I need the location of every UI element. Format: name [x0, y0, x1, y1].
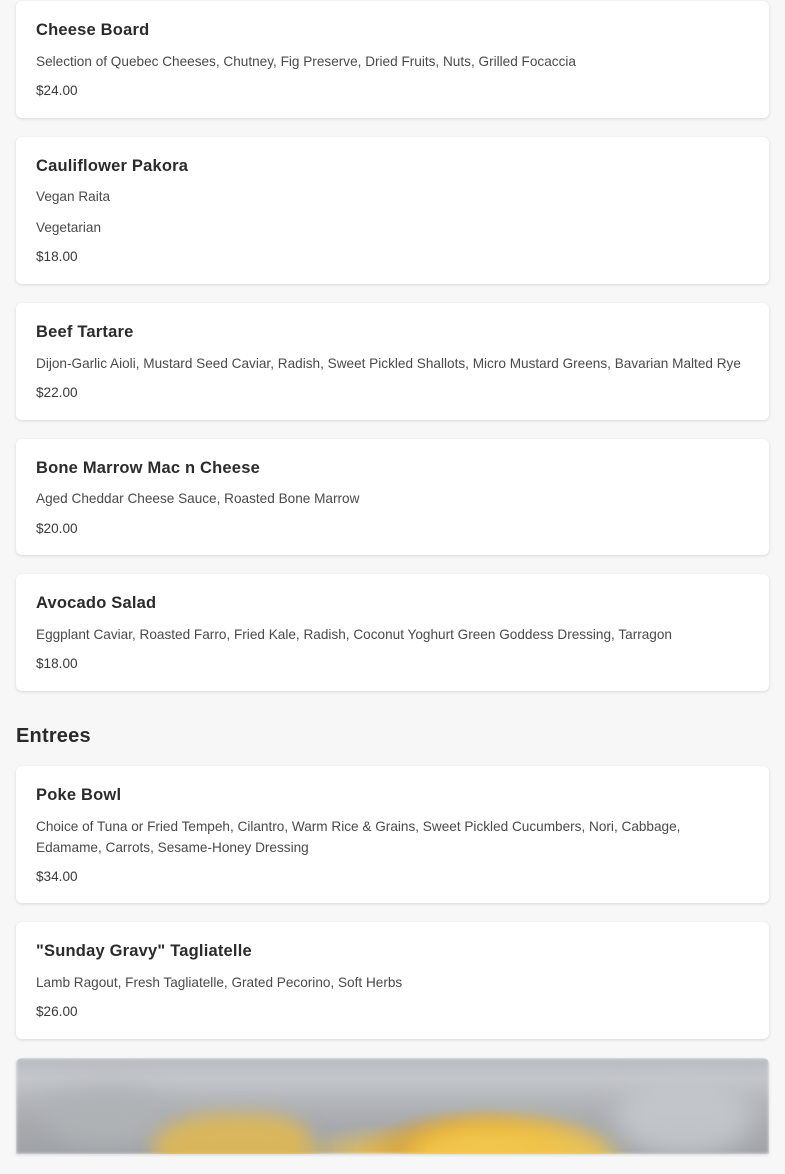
- menu-item-name: Poke Bowl: [36, 785, 122, 804]
- section-heading-entrees: Entrees: [16, 724, 91, 747]
- menu-items-entrees: [0, 766, 785, 1039]
- menu-item-price: $24.00: [36, 82, 78, 98]
- menu-item-card[interactable]: [16, 574, 769, 691]
- menu-item-price: $34.00: [36, 868, 78, 884]
- menu-item-description: Vegan Raita: [36, 189, 111, 205]
- menu-item-price: $18.00: [36, 249, 78, 265]
- menu-item-price: $26.00: [36, 1004, 78, 1020]
- menu-item-card[interactable]: [16, 439, 769, 556]
- menu-item-name: Cauliflower Pakora: [36, 156, 189, 175]
- menu-item-card[interactable]: [16, 766, 769, 904]
- menu-item-card[interactable]: [16, 922, 769, 1039]
- menu-item-name: Beef Tartare: [36, 323, 134, 342]
- photo-blur-shape: [46, 1087, 166, 1147]
- menu-item-description: Dijon-Garlic Aioli, Mustard Seed Caviar, Radish, Sweet Pickled Shallots, Micro Mustard Greens, Bavarian Malted Rye: [36, 355, 741, 371]
- menu-item-price: $22.00: [36, 384, 78, 400]
- menu-item-description: Selection of Quebec Cheeses, Chutney, Fig Preserve, Dried Fruits, Nuts, Grilled Focaccia: [36, 53, 576, 69]
- menu-item-photo: [16, 1058, 769, 1154]
- menu-item-description: Aged Cheddar Cheese Sauce, Roasted Bone Marrow: [36, 491, 360, 507]
- menu-item-price: $18.00: [36, 656, 78, 672]
- menu-item-dietary-tag: Vegetarian: [36, 220, 102, 236]
- menu-item-card[interactable]: [16, 137, 769, 285]
- menu-item-name: "Sunday Gravy" Tagliatelle: [36, 942, 252, 961]
- menu-item-name: Cheese Board: [36, 21, 150, 39]
- menu-item-price: $20.00: [36, 520, 78, 536]
- photo-blur-shape: [614, 1077, 754, 1154]
- menu-item-name: Avocado Salad: [36, 594, 157, 613]
- menu-item-description: Lamb Ragout, Fresh Tagliatelle, Grated Pecorino, Soft Herbs: [36, 975, 403, 991]
- menu-item-card[interactable]: [16, 303, 769, 420]
- menu-item-description: Choice of Tuna or Fried Tempeh, Cilantro, Warm Rice & Grains, Sweet Pickled Cucumbers, Nori, Cabbage, Edamame, Carrots, Sesame-Honey Dressing: [36, 818, 681, 855]
- menu-item-card[interactable]: [16, 1, 769, 118]
- menu-item-description: Eggplant Caviar, Roasted Farro, Fried Kale, Radish, Coconut Yoghurt Green Goddess Dressing, Tarragon: [36, 626, 672, 642]
- menu-item-name: Bone Marrow Mac n Cheese: [36, 458, 260, 477]
